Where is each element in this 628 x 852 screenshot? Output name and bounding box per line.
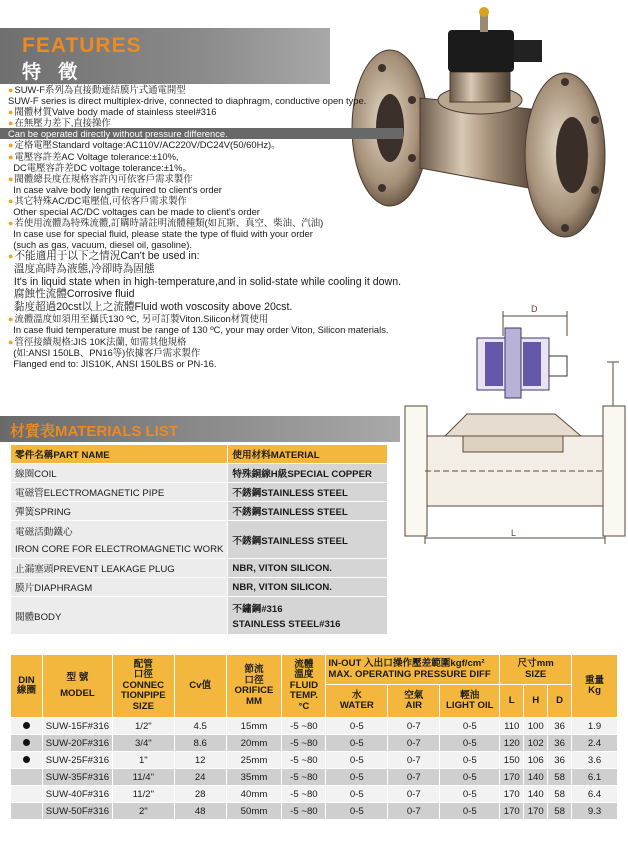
oil-cell: 0-5 bbox=[440, 735, 500, 752]
orifice-cell: 20mm bbox=[226, 735, 282, 752]
orifice-header: 節流 口徑 ORIFICE MM bbox=[226, 655, 282, 718]
air-cell: 0-7 bbox=[388, 803, 440, 820]
kg-cell: 9.3 bbox=[572, 803, 618, 820]
d-cell: 58 bbox=[548, 803, 572, 820]
pressure-header: IN-OUT 入出口操作壓差範圍kgf/cm² MAX. OPERATING PRESSURE DIFF bbox=[326, 655, 500, 685]
kg-cell: 6.4 bbox=[572, 786, 618, 803]
oil-cell: 0-5 bbox=[440, 803, 500, 820]
part-name: 止漏塞頭PREVENT LEAKAGE PLUG bbox=[11, 559, 228, 578]
table-row bbox=[11, 502, 388, 521]
model-cell: SUW-25F#316 bbox=[42, 752, 112, 769]
d-cell: 36 bbox=[548, 735, 572, 752]
din-cell bbox=[11, 803, 43, 820]
l-cell: 150 bbox=[500, 752, 524, 769]
conn-cell: 1/2" bbox=[112, 718, 174, 735]
l-cell: 170 bbox=[500, 786, 524, 803]
h-cell: 170 bbox=[524, 803, 548, 820]
d-cell: 58 bbox=[548, 786, 572, 803]
conn-cell: 1" bbox=[112, 752, 174, 769]
part-name: 線圈COIL bbox=[11, 464, 228, 483]
feature-line: ●流體溫度如須用至攝氏130 ºC, 另可訂製Viton.Silicon材質使用 bbox=[8, 313, 269, 325]
feature-line: ●若使用流體為特殊流體,訂購時請註明流體種類(如瓦斯、真空、柴油、汽油) bbox=[8, 217, 324, 229]
kg-cell: 1.9 bbox=[572, 718, 618, 735]
air-cell: 0-7 bbox=[388, 752, 440, 769]
oil-cell: 0-5 bbox=[440, 769, 500, 786]
h-cell: 106 bbox=[524, 752, 548, 769]
table-row bbox=[11, 786, 618, 803]
l-cell: 170 bbox=[500, 803, 524, 820]
water-cell: 0-5 bbox=[326, 752, 388, 769]
kg-cell: 6.1 bbox=[572, 769, 618, 786]
kg-cell: 2.4 bbox=[572, 735, 618, 752]
orifice-cell: 25mm bbox=[226, 752, 282, 769]
weight-header: 重量 Kg bbox=[572, 655, 618, 718]
spec-table bbox=[10, 654, 618, 820]
feature-line: SUW-F series is direct multiplex-drive, connected to diaphragm, conductive open type. bbox=[8, 95, 367, 107]
size-header: 尺寸mm SIZE bbox=[500, 655, 572, 685]
material: 不銹鋼STAINLESS STEEL bbox=[228, 502, 388, 521]
model-header: 型 號 MODEL bbox=[42, 655, 112, 718]
material-line: STAINLESS STEEL#316 bbox=[232, 619, 341, 630]
water-header: 水 WATER bbox=[326, 685, 388, 718]
l-cell: 110 bbox=[500, 718, 524, 735]
part-name: 電磁管ELECTROMAGNETIC PIPE bbox=[11, 483, 228, 502]
feature-line: Other special AC/DC voltages can be made to client's order bbox=[13, 206, 260, 218]
cv-cell: 4.5 bbox=[174, 718, 226, 735]
feature-line: (such as gas, vacuum, diesel oil, gasoline). bbox=[13, 239, 192, 251]
cv-cell: 12 bbox=[174, 752, 226, 769]
din-cell bbox=[11, 769, 43, 786]
conn-cell: 2" bbox=[112, 803, 174, 820]
feature-line: It's in liquid state when in high-temperature,and in solid-state while cooling it down. bbox=[13, 275, 402, 288]
feature-line: ●閥體總長度在規格容許內可依客戶需求製作 bbox=[8, 172, 193, 184]
l-header: L bbox=[500, 685, 524, 718]
part-name: 彈簧SPRING bbox=[11, 502, 228, 521]
water-cell: 0-5 bbox=[326, 769, 388, 786]
cv-cell: 28 bbox=[174, 786, 226, 803]
oil-header: 輕油 LIGHT OIL bbox=[440, 685, 500, 718]
materials-header-row bbox=[11, 445, 388, 464]
features-title-cn: 特 徵 bbox=[22, 62, 84, 83]
table-row bbox=[11, 464, 388, 483]
h-cell: 102 bbox=[524, 735, 548, 752]
part-name-header: 零件名稱PART NAME bbox=[11, 445, 228, 464]
temp-header: 流體 溫度 FLUID TEMP. °C bbox=[282, 655, 326, 718]
air-cell: 0-7 bbox=[388, 769, 440, 786]
din-cell bbox=[11, 718, 43, 735]
d-cell: 58 bbox=[548, 769, 572, 786]
feature-line: ●在無壓力差下,直接操作 bbox=[8, 117, 111, 129]
water-cell: 0-5 bbox=[326, 803, 388, 820]
feature-line: ●不能適用于以下之情況Can't be used in: bbox=[8, 250, 200, 263]
d-cell: 36 bbox=[548, 718, 572, 735]
oil-cell: 0-5 bbox=[440, 786, 500, 803]
model-cell: SUW-40F#316 bbox=[42, 786, 112, 803]
h-cell: 140 bbox=[524, 769, 548, 786]
temp-cell: -5 ~80 bbox=[282, 769, 326, 786]
air-cell: 0-7 bbox=[388, 786, 440, 803]
materials-title: 材質表MATERIALS LIST bbox=[10, 423, 179, 440]
orifice-cell: 50mm bbox=[226, 803, 282, 820]
feature-line: ●SUW-F系列為直接動連結膜片式通電開型 bbox=[8, 84, 186, 95]
model-cell: SUW-50F#316 bbox=[42, 803, 112, 820]
cv-cell: 24 bbox=[174, 769, 226, 786]
table-row bbox=[11, 752, 618, 769]
spec-header-row bbox=[11, 655, 618, 685]
conn-cell: 3/4" bbox=[112, 735, 174, 752]
material-header: 使用材料MATERIAL bbox=[228, 445, 388, 464]
water-cell: 0-5 bbox=[326, 786, 388, 803]
feature-line: ●定格電壓Standard voltage:AC110V/AC220V/DC24V(50/60Hz)。 bbox=[8, 139, 281, 151]
table-row bbox=[11, 597, 388, 635]
feature-line: (如:ANSI 150LB、PN16等)依據客戶需求製作 bbox=[13, 346, 201, 358]
din-cell bbox=[11, 752, 43, 769]
orifice-cell: 40mm bbox=[226, 786, 282, 803]
din-header: DIN 線圈 bbox=[11, 655, 43, 718]
din-dot-icon bbox=[23, 756, 30, 763]
part-name-line: 電磁活動鐵心 bbox=[15, 527, 73, 538]
table-row bbox=[11, 578, 388, 597]
features-list bbox=[8, 84, 403, 369]
feature-line: ●閥體材質Valve body made of stainless steel#316 bbox=[8, 106, 217, 118]
table-row bbox=[11, 718, 618, 735]
material bbox=[228, 597, 388, 635]
cv-header: Cv值 bbox=[174, 655, 226, 718]
spec-body bbox=[11, 718, 618, 820]
feature-line: ●其它特殊AC/DC電壓值,可依客戶需求製作 bbox=[8, 194, 187, 206]
model-cell: SUW-35F#316 bbox=[42, 769, 112, 786]
oil-cell: 0-5 bbox=[440, 718, 500, 735]
table-row bbox=[11, 521, 388, 559]
orifice-cell: 35mm bbox=[226, 769, 282, 786]
feature-line: 腐蝕性流體Corrosive fluid bbox=[13, 288, 135, 301]
temp-cell: -5 ~80 bbox=[282, 803, 326, 820]
feature-line: ●管徑接續規格:JIS 10K法蘭, 如需其他規格 bbox=[8, 335, 187, 347]
din-dot-icon bbox=[23, 722, 30, 729]
kg-cell: 3.6 bbox=[572, 752, 618, 769]
material-line: 不鏽鋼#316 bbox=[232, 604, 283, 615]
h-cell: 140 bbox=[524, 786, 548, 803]
air-header: 空氣 AIR bbox=[388, 685, 440, 718]
feature-line: Can be operated directly without pressure difference. bbox=[0, 128, 403, 139]
connection-header: 配管 口徑 CONNEC TIONPIPE SIZE bbox=[112, 655, 174, 718]
part-name-line: IRON CORE FOR ELECTROMAGNETIC WORK bbox=[15, 544, 224, 555]
model-cell: SUW-20F#316 bbox=[42, 735, 112, 752]
part-name: 膜片DIAPHRAGM bbox=[11, 578, 228, 597]
table-row bbox=[11, 769, 618, 786]
table-row bbox=[11, 803, 618, 820]
part-name bbox=[11, 521, 228, 559]
d-cell: 36 bbox=[548, 752, 572, 769]
material: NBR, VITON SILICON. bbox=[228, 578, 388, 597]
label-d: D bbox=[531, 304, 538, 314]
h-cell: 100 bbox=[524, 718, 548, 735]
temp-cell: -5 ~80 bbox=[282, 752, 326, 769]
valve-dimension-diagram bbox=[395, 296, 628, 558]
materials-table bbox=[10, 444, 388, 635]
cv-cell: 8.6 bbox=[174, 735, 226, 752]
orifice-cell: 15mm bbox=[226, 718, 282, 735]
conn-cell: 11/4" bbox=[112, 769, 174, 786]
conn-cell: 11/2" bbox=[112, 786, 174, 803]
air-cell: 0-7 bbox=[388, 735, 440, 752]
din-dot-icon bbox=[23, 739, 30, 746]
feature-line: In case valve body length required to client's order bbox=[13, 183, 222, 195]
feature-line: In case use for special fluid, please state the type of fluid with your order bbox=[13, 228, 313, 240]
material: 特殊銅線H級SPECIAL COPPER bbox=[228, 464, 388, 483]
temp-cell: -5 ~80 bbox=[282, 786, 326, 803]
din-cell bbox=[11, 735, 43, 752]
feature-line: 溫度高時為液態,冷卻時為固態 bbox=[13, 263, 155, 275]
water-cell: 0-5 bbox=[326, 718, 388, 735]
temp-cell: -5 ~80 bbox=[282, 718, 326, 735]
feature-line: Flanged end to: JIS10K, ANSI 150LBS or PN-16. bbox=[13, 357, 217, 369]
din-cell bbox=[11, 786, 43, 803]
part-name: 閥體BODY bbox=[11, 597, 228, 635]
feature-line: 黏度超過20cst以上之流體Fluid woth voscosity above 20cst. bbox=[13, 300, 293, 313]
l-cell: 170 bbox=[500, 769, 524, 786]
features-title: FEATURES bbox=[22, 34, 142, 57]
oil-cell: 0-5 bbox=[440, 752, 500, 769]
feature-line: DC電壓容許差DC voltage tolerance:±1%。 bbox=[13, 161, 192, 173]
h-header: H bbox=[524, 685, 548, 718]
label-l: L bbox=[511, 528, 517, 538]
material: 不銹鋼STAINLESS STEEL bbox=[228, 483, 388, 502]
material: 不銹鋼STAINLESS STEEL bbox=[228, 521, 388, 559]
material: NBR, VITON SILICON. bbox=[228, 559, 388, 578]
feature-line: In case fluid temperature must be range of 130 ºC, your may order Viton, Silicon materials. bbox=[13, 324, 389, 336]
table-row bbox=[11, 483, 388, 502]
air-cell: 0-7 bbox=[388, 718, 440, 735]
feature-line: ●電壓容許差AC Voltage tolerance:±10%, bbox=[8, 150, 179, 162]
water-cell: 0-5 bbox=[326, 735, 388, 752]
table-row bbox=[11, 735, 618, 752]
model-cell: SUW-15F#316 bbox=[42, 718, 112, 735]
temp-cell: -5 ~80 bbox=[282, 735, 326, 752]
d-header: D bbox=[548, 685, 572, 718]
cv-cell: 48 bbox=[174, 803, 226, 820]
table-row bbox=[11, 559, 388, 578]
l-cell: 120 bbox=[500, 735, 524, 752]
